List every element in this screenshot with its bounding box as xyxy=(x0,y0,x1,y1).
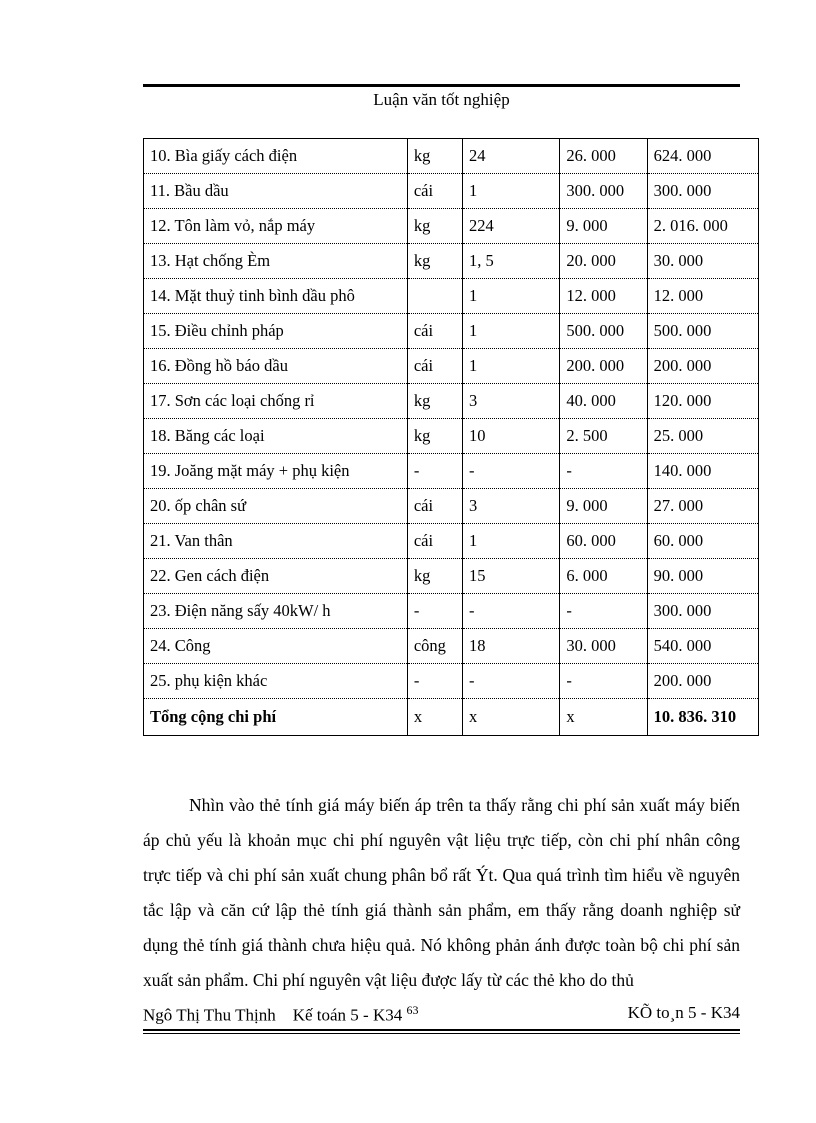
table-cell: 624. 000 xyxy=(647,139,758,174)
table-cell: 500. 000 xyxy=(560,314,647,349)
table-cell: 300. 000 xyxy=(647,174,758,209)
table-total-cell: Tổng cộng chi phí xyxy=(144,699,408,736)
table-cell: 25. phụ kiện khác xyxy=(144,664,408,699)
table-cell: 11. Bầu dầu xyxy=(144,174,408,209)
table-cell: 17. Sơn các loại chống rỉ xyxy=(144,384,408,419)
table-cell: 30. 000 xyxy=(647,244,758,279)
table-cell: kg xyxy=(407,559,462,594)
table-cell: kg xyxy=(407,139,462,174)
table-cell: cái xyxy=(407,174,462,209)
table-row xyxy=(144,629,759,664)
table-cell: cái xyxy=(407,489,462,524)
header-rule-top xyxy=(143,84,740,87)
table-total-cell: x xyxy=(560,699,647,736)
footer-author: Ngô Thị Thu Thịnh xyxy=(143,1005,276,1025)
table-row xyxy=(144,349,759,384)
cost-table xyxy=(143,138,759,736)
footer-rule-bottom xyxy=(143,1033,740,1034)
table-cell: kg xyxy=(407,244,462,279)
table-cell: cái xyxy=(407,524,462,559)
table-cell: cái xyxy=(407,314,462,349)
table-cell: 18. Băng các loại xyxy=(144,419,408,454)
table-total-row xyxy=(144,699,759,736)
table-cell: - xyxy=(560,454,647,489)
table-total-cell: x xyxy=(463,699,560,736)
table-cell: 18 xyxy=(463,629,560,664)
table-cell: 27. 000 xyxy=(647,489,758,524)
footer-class-left: Kế toán 5 - K34 xyxy=(292,1005,403,1025)
table-cell: 90. 000 xyxy=(647,559,758,594)
table-cell: 9. 000 xyxy=(560,489,647,524)
table-cell: - xyxy=(560,594,647,629)
table-cell: 3 xyxy=(463,489,560,524)
table-cell: 24 xyxy=(463,139,560,174)
table-cell: - xyxy=(463,594,560,629)
table-cell: 1 xyxy=(463,314,560,349)
table-cell: 20. 000 xyxy=(560,244,647,279)
table-cell: 10. Bìa giấy cách điện xyxy=(144,139,408,174)
table-cell: 10 xyxy=(463,419,560,454)
table-row xyxy=(144,559,759,594)
table-cell: 300. 000 xyxy=(647,594,758,629)
table-total-cell: x xyxy=(407,699,462,736)
table-cell: kg xyxy=(407,419,462,454)
table-total-cell: 10. 836. 310 xyxy=(647,699,758,736)
table-cell: - xyxy=(407,664,462,699)
table-row xyxy=(144,209,759,244)
table-row xyxy=(144,664,759,699)
table-cell: 21. Van thân xyxy=(144,524,408,559)
table-cell: 1 xyxy=(463,174,560,209)
body-paragraph xyxy=(143,788,740,998)
table-cell: 23. Điện năng sấy 40kW/ h xyxy=(144,594,408,629)
table-cell: 224 xyxy=(463,209,560,244)
table-cell: 300. 000 xyxy=(560,174,647,209)
table-cell: - xyxy=(463,454,560,489)
table-cell: 3 xyxy=(463,384,560,419)
table-cell: 12. 000 xyxy=(560,279,647,314)
table-cell: 25. 000 xyxy=(647,419,758,454)
table-cell: 13. Hạt chống Èm xyxy=(144,244,408,279)
table-cell: 16. Đồng hồ báo dầu xyxy=(144,349,408,384)
table-row xyxy=(144,384,759,419)
table-cell xyxy=(407,279,462,314)
table-cell: công xyxy=(407,629,462,664)
table-cell: 2. 500 xyxy=(560,419,647,454)
footer-rule-top xyxy=(143,1029,740,1031)
table-cell: - xyxy=(463,664,560,699)
table-cell: 30. 000 xyxy=(560,629,647,664)
table-cell: 500. 000 xyxy=(647,314,758,349)
table-cell: kg xyxy=(407,209,462,244)
table-cell: cái xyxy=(407,349,462,384)
table-cell: 1, 5 xyxy=(463,244,560,279)
page-number: 63 xyxy=(406,1003,419,1017)
table-cell: 12. Tôn làm vỏ, nắp máy xyxy=(144,209,408,244)
table-cell: 200. 000 xyxy=(647,349,758,384)
table-cell: 15. Điều chỉnh pháp xyxy=(144,314,408,349)
table-cell: 40. 000 xyxy=(560,384,647,419)
table-cell: 12. 000 xyxy=(647,279,758,314)
table-row xyxy=(144,314,759,349)
table-row xyxy=(144,174,759,209)
table-cell: 6. 000 xyxy=(560,559,647,594)
table-cell: kg xyxy=(407,384,462,419)
table-cell: - xyxy=(407,594,462,629)
table-row xyxy=(144,244,759,279)
table-cell: 200. 000 xyxy=(560,349,647,384)
table-cell: - xyxy=(407,454,462,489)
table-cell: 24. Công xyxy=(144,629,408,664)
table-cell: 15 xyxy=(463,559,560,594)
table-cell: - xyxy=(560,664,647,699)
body-paragraph-text: Nhìn vào thẻ tính giá máy biến áp trên ta thấy rằng chi phí sản xuất máy biến áp chủ yếu là khoản mục chi phí nguyên vật liệu trực tiếp, còn chi phí nhân công trực tiếp và chi phí sản xuất chung phân bổ rất Ýt. Qua quá trình tìm hiểu về nguyên tắc lập và căn cứ lập thẻ tính giá thành sản phẩm, em thấy rằng doanh nghiệp sử dụng thẻ tính giá thành chưa hiệu quả. Nó không phản ánh được toàn bộ chi phí sản xuất sản phẩm. Chi phí nguyên vật liệu được lấy từ các thẻ kho do thủ xyxy=(143,795,740,990)
table-cell: 60. 000 xyxy=(560,524,647,559)
table-cell: 9. 000 xyxy=(560,209,647,244)
table-cell: 20. ốp chân sứ xyxy=(144,489,408,524)
table-row xyxy=(144,489,759,524)
page-header-title: Luận văn tốt nghiệp xyxy=(373,90,510,109)
table-cell: 540. 000 xyxy=(647,629,758,664)
table-cell: 14. Mặt thuỷ tinh bình dầu phô xyxy=(144,279,408,314)
footer-class-right: KÕ to¸n 5 - K34 xyxy=(627,1003,740,1022)
table-row xyxy=(144,594,759,629)
table-cell: 1 xyxy=(463,279,560,314)
table-cell: 19. Joăng mặt máy + phụ kiện xyxy=(144,454,408,489)
table-cell: 26. 000 xyxy=(560,139,647,174)
table-cell: 2. 016. 000 xyxy=(647,209,758,244)
table-cell: 200. 000 xyxy=(647,664,758,699)
table-row xyxy=(144,524,759,559)
table-cell: 1 xyxy=(463,524,560,559)
table-cell: 140. 000 xyxy=(647,454,758,489)
table-row xyxy=(144,419,759,454)
table-cell: 22. Gen cách điện xyxy=(144,559,408,594)
table-cell: 120. 000 xyxy=(647,384,758,419)
table-row xyxy=(144,454,759,489)
table-row xyxy=(144,139,759,174)
table-row xyxy=(144,279,759,314)
footer-left xyxy=(143,1003,419,1026)
table-cell: 1 xyxy=(463,349,560,384)
table-cell: 60. 000 xyxy=(647,524,758,559)
